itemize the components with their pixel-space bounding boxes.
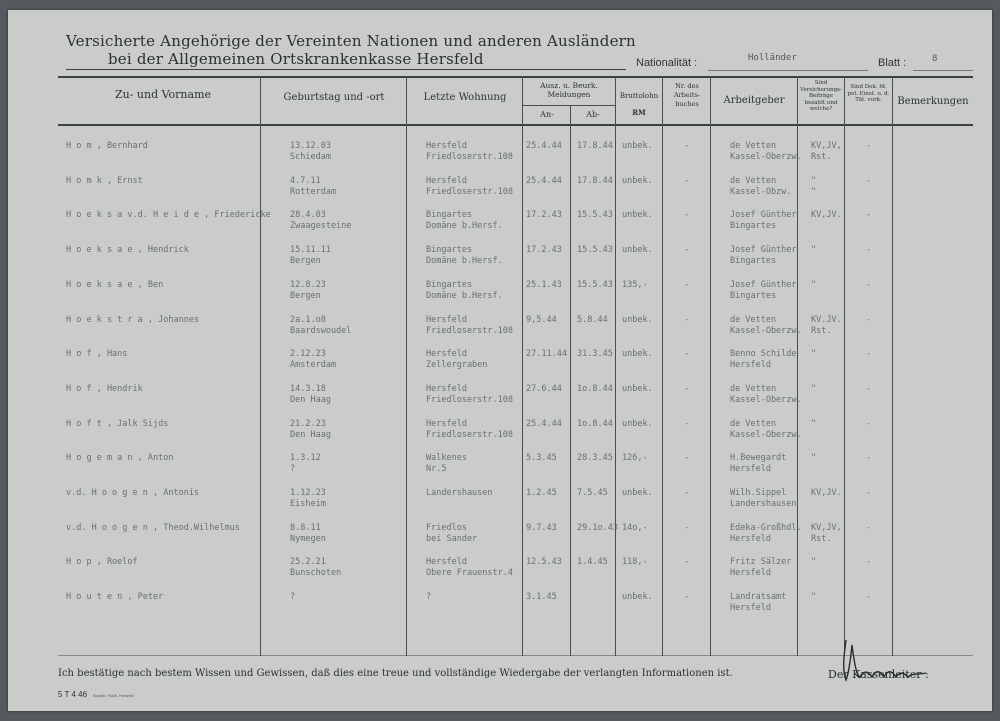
cell-birth-place: Nymegen [290,533,326,544]
cell-address-line2: Domäne b.Hersf. [426,256,503,267]
cell-documents: - [866,418,872,429]
cell-employer-line2: Landershausen [730,499,797,509]
cell-name: v.d. H o o g e n , Antonis [66,488,200,498]
cell-birth-date: 13.12.03 [290,141,331,151]
cell-address-line2: Friedloserstr.108 [426,394,513,405]
reg-subheader-line [522,105,615,106]
cell-contributions-line2: Rst. [811,152,832,162]
title-underline [66,69,626,70]
cell-documents: - [866,314,872,325]
cell-gross-wage: unbek. [622,210,653,221]
cell-birth-place: Den Haag [290,394,331,405]
cell-contributions-line1: " [811,557,817,568]
cell-deregistered-on: 17.8.44 [577,141,613,151]
cell-deregistered-on: 15.5.43 [577,245,613,256]
cell-employer-line2: Bingartes [730,256,777,267]
cell-workbook-no: - [684,383,690,394]
cell-documents: - [866,175,872,186]
cell-birth-place: Rotterdam [290,186,337,197]
cell-deregistered-on: 1o.8.44 [577,383,613,394]
cell-gross-wage: unbek. [622,418,653,429]
document-sheet [8,10,992,711]
cell-birth-date: 14.3.18 [290,383,326,394]
cell-birth-date: 2a.1.o8 [290,314,326,325]
cell-address-line1: Friedlos [426,522,467,533]
cell-workbook-no: - [684,175,690,186]
cell-birth-date: 1.12.23 [290,488,326,498]
signer-label: Der Kassenleiter : [828,668,929,681]
cell-gross-wage: unbek. [622,314,653,325]
cell-employer-line1: Edeka-Großhdl. [730,522,802,533]
table-header-border [58,124,973,126]
cell-name: H o f t , Jalk Sijds [66,418,169,429]
cell-name: H o f , Hendrik [66,383,143,394]
cell-employer-line2: Kassel-Oberzw. [730,152,802,162]
cell-employer-line1: de Vetten [730,383,777,394]
col-header-birth: Geburtstag und -ort [283,92,385,103]
cell-gross-wage: unbek. [622,175,653,186]
cell-birth-place: Zwaagesteine [290,221,352,232]
sheet-number: 8 [932,54,938,64]
cell-workbook-no: - [684,349,690,360]
cell-gross-wage: unbek. [622,383,653,394]
cell-registered-on: 17.2.43 [526,210,562,221]
cell-contributions-line1: " [811,383,817,394]
cell-birth-date: 4.7.11 [290,175,321,186]
cell-employer-line1: Josef Günther [730,279,797,290]
cell-registered-on: 5.3.45 [526,453,557,464]
cell-name: H o f , Hans [66,349,128,360]
cell-birth-place: Eisheim [290,499,326,509]
cell-birth-place: Schiedam [290,152,331,162]
cell-documents: - [866,383,872,394]
cell-employer-line2: Hersfeld [730,568,771,579]
cell-gross-wage: unbek. [622,245,653,256]
cell-birth-date: 21.2.23 [290,418,326,429]
cell-deregistered-on: 15.5.43 [577,210,613,221]
cell-employer-line1: Josef Günther [730,245,797,256]
cell-address-line1: Hersfeld [426,314,467,325]
cell-birth-date: ? [290,592,296,603]
cell-registered-on: 25.4.44 [526,141,562,151]
cell-contributions-line1: KV,JV, [811,141,842,151]
cell-contributions-line1: " [811,418,817,429]
cell-workbook-no: - [684,418,690,429]
cell-workbook-no: - [684,488,690,498]
cell-registered-on: 27.11.44 [526,349,567,360]
cell-address-line2: Nr.5 [426,464,447,475]
cell-birth-place: Bunschoten [290,568,342,579]
cell-contributions-line1: " [811,279,817,290]
cell-employer-line2: Bingartes [730,290,777,301]
col-header-reg-an: An- [540,110,554,119]
cell-birth-place: Bergen [290,290,321,301]
cell-address-line1: Hersfeld [426,418,467,429]
cell-workbook-no: - [684,314,690,325]
cell-birth-date: 1.3.12 [290,453,321,464]
cell-name: H o m k , Ernst [66,175,143,186]
nationality-label: Nationalität : [636,57,698,69]
cell-registered-on: 25.4.44 [526,175,562,186]
cell-employer-line1: Josef Günther [730,210,797,221]
cell-address-line1: Hersfeld [426,383,467,394]
cell-documents: - [866,141,872,151]
col-header-address: Letzte Wohnung [423,92,507,103]
col-header-name: Zu- und Vorname [114,88,212,101]
cell-employer-line2: Kassel-Oberzw. [730,325,802,336]
cell-contributions-line2: Rst. [811,533,832,544]
cell-workbook-no: - [684,522,690,533]
cell-deregistered-on: 1o.8.44 [577,418,613,429]
cell-name: H o g e m a n , Anton [66,453,174,464]
cell-name: H o m , Bernhard [66,141,148,151]
cell-documents: - [866,522,872,533]
cell-employer-line2: Kassel-Oberzw. [730,394,802,405]
cell-address-line2: Friedloserstr.108 [426,152,513,162]
cell-gross-wage: 14o,- [622,522,648,533]
cell-workbook-no: - [684,592,690,603]
sheet-underline [913,70,973,71]
cell-registered-on: 25.1.43 [526,279,562,290]
cell-documents: - [866,488,872,498]
cell-address-line2: Zellergraben [426,360,488,371]
cell-registered-on: 12.5.43 [526,557,562,568]
cell-birth-place: Baardswoudel [290,325,352,336]
cell-employer-line1: Benno Schilde [730,349,797,360]
cell-gross-wage: 135,- [622,279,648,290]
cell-address-line1: Landershausen [426,488,493,498]
cell-address-line2: Domäne b.Hersf. [426,290,503,301]
cell-contributions-line1: " [811,349,817,360]
cell-gross-wage: 126,- [622,453,648,464]
cell-workbook-no: - [684,453,690,464]
cell-contributions-line1: " [811,592,817,603]
cell-address-line1: Hersfeld [426,349,467,360]
cell-employer-line1: de Vetten [730,141,777,151]
cell-workbook-no: - [684,279,690,290]
cell-birth-date: 28.4.03 [290,210,326,221]
cell-birth-place: Den Haag [290,429,331,440]
form-title-line1: Versicherte Angehörige der Vereinten Nationen und anderen Ausländern [66,32,636,50]
cell-documents: - [866,349,872,360]
cell-employer-line2: Hersfeld [730,603,771,614]
col-sep-2 [406,76,407,656]
cell-birth-place: Amsterdam [290,360,337,371]
cell-birth-place: Bergen [290,256,321,267]
cell-contributions-line1: " [811,175,817,186]
cell-workbook-no: - [684,245,690,256]
cell-name: H o e k s a e , Ben [66,279,164,290]
col-header-workbook: Nr. des Arbeits-buches [673,82,701,108]
cell-address-line1: Bingartes [426,245,473,256]
form-number [58,690,134,699]
cell-name: v.d. H o o g e n , Theod.Wilhelmus [66,522,240,533]
cell-documents: - [866,279,872,290]
printer-imprint: Buchdr. Fuldt, Hersfeld [93,693,134,698]
cell-documents: - [866,453,872,464]
cell-gross-wage: unbek. [622,349,653,360]
cell-registered-on: 9,5.44 [526,314,557,325]
cell-registered-on: 17.2.43 [526,245,562,256]
cell-registered-on: 9.7.43 [526,522,557,533]
cell-documents: - [866,210,872,221]
cell-registered-on: 27.6.44 [526,383,562,394]
form-number-text: 5 T 4 46 [58,690,88,699]
cell-deregistered-on: 29.1o.43 [577,522,618,533]
col-sep-6 [662,76,663,656]
cell-address-line2: Obere Frauenstr.4 [426,568,513,579]
cell-documents: - [866,245,872,256]
cell-workbook-no: - [684,141,690,151]
cell-registered-on: 25.4.44 [526,418,562,429]
nationality-value: Holländer [748,53,797,63]
cell-employer-line2: Hersfeld [730,360,771,371]
col-header-employer: Arbeitgeber [723,95,785,106]
cell-deregistered-on: 17.8.44 [577,175,613,186]
cell-birth-place: ? [290,464,296,475]
col-sep-4 [570,105,571,656]
col-header-wage-unit: RM [632,108,646,117]
cell-birth-date: 8.8.11 [290,522,321,533]
cell-workbook-no: - [684,210,690,221]
col-sep-9 [844,76,845,656]
cell-workbook-no: - [684,557,690,568]
cell-gross-wage: unbek. [622,488,653,498]
cell-employer-line2: Kassel-Obzw. [730,186,792,197]
cell-documents: - [866,592,872,603]
cell-name: H o u t e n , Peter [66,592,164,603]
cell-contributions-line1: KV.JV. [811,314,842,325]
cell-address-line2: Domäne b.Hersf. [426,221,503,232]
table-top-border [58,76,973,78]
cell-documents: - [866,557,872,568]
col-header-documents: Sind Dok. fd. pol. Einst. o. d. Tät. vork. [847,84,890,103]
cell-address-line2: bei Sander [426,533,478,544]
confirmation-statement: Ich bestätige nach bestem Wissen und Gewissen, daß dies eine treue und vollständige Wiedergabe der verlangten Informationen ist. [58,668,733,679]
cell-name: H o p , Roelof [66,557,138,568]
form-title-line2: bei der Allgemeinen Ortskrankenkasse Hersfeld [108,50,484,68]
col-header-remarks: Bemerkungen [897,96,969,107]
cell-employer-line1: Fritz Sälzer [730,557,792,568]
cell-address-line1: ? [426,592,432,603]
cell-contributions-line2: Rst. [811,325,832,336]
cell-employer-line1: Landratsamt [730,592,787,603]
cell-address-line2: Friedloserstr.108 [426,186,513,197]
cell-employer-line2: Kassel-Oberzw. [730,429,802,440]
cell-contributions-line1: " [811,245,817,256]
cell-employer-line1: de Vetten [730,314,777,325]
cell-name: H o e k s a e , Hendrick [66,245,189,256]
col-sep-3 [522,76,523,656]
cell-employer-line1: H.Bewegardt [730,453,787,464]
cell-birth-date: 25.2.21 [290,557,326,568]
col-header-contributions: Sind Versicherungs-Beiträge bezahlt und welche? [800,80,842,112]
cell-address-line1: Hersfeld [426,175,467,186]
cell-name: H o e k s a v.d. H e i d e , Friedericke [66,210,271,221]
cell-contributions-line2: " [811,186,817,197]
cell-deregistered-on: 1.4.45 [577,557,608,568]
col-sep-5 [615,76,616,656]
cell-gross-wage: unbek. [622,592,653,603]
cell-name: H o e k s t r a , Johannes [66,314,200,325]
col-sep-8 [797,76,798,656]
cell-contributions-line1: KV,JV. [811,488,842,498]
cell-deregistered-on: 28.3.45 [577,453,613,464]
cell-deregistered-on: 5.8.44 [577,314,608,325]
col-header-wage: Bruttolohn [619,92,659,100]
col-sep-7 [710,76,711,656]
cell-birth-date: 2.12.23 [290,349,326,360]
cell-employer-line2: Hersfeld [730,533,771,544]
cell-deregistered-on: 31.3.45 [577,349,613,360]
cell-employer-line2: Bingartes [730,221,777,232]
cell-employer-line2: Hersfeld [730,464,771,475]
nationality-underline [708,70,868,71]
cell-employer-line1: de Vetten [730,175,777,186]
cell-registered-on: 3.1.45 [526,592,557,603]
handwritten-signature [834,635,934,685]
col-header-reg-ab: Ab- [586,110,600,119]
col-header-registration: Ausz. u. Beurk. Meldungen [540,81,598,99]
sheet-label: Blatt : [878,57,907,69]
cell-gross-wage: unbek. [622,141,653,151]
cell-address-line1: Bingartes [426,210,473,221]
cell-address-line1: Walkenes [426,453,467,464]
cell-address-line2: Friedloserstr.108 [426,429,513,440]
cell-address-line1: Bingartes [426,279,473,290]
cell-contributions-line1: " [811,453,817,464]
cell-deregistered-on: 15.5.43 [577,279,613,290]
cell-employer-line1: Wilh.Sippel [730,488,787,498]
cell-employer-line1: de Vetten [730,418,777,429]
cell-address-line1: Hersfeld [426,557,467,568]
cell-contributions-line1: KV,JV. [811,210,842,221]
cell-contributions-line1: KV,JV, [811,522,842,533]
cell-address-line1: Hersfeld [426,141,467,151]
col-sep-10 [892,76,893,656]
cell-registered-on: 1.2.45 [526,488,557,498]
cell-birth-date: 12.8.23 [290,279,326,290]
cell-address-line2: Friedloserstr.108 [426,325,513,336]
col-sep-1 [260,76,261,656]
cell-birth-date: 15.11.11 [290,245,331,256]
cell-deregistered-on: 7.5.45 [577,488,608,498]
cell-gross-wage: 118,- [622,557,648,568]
